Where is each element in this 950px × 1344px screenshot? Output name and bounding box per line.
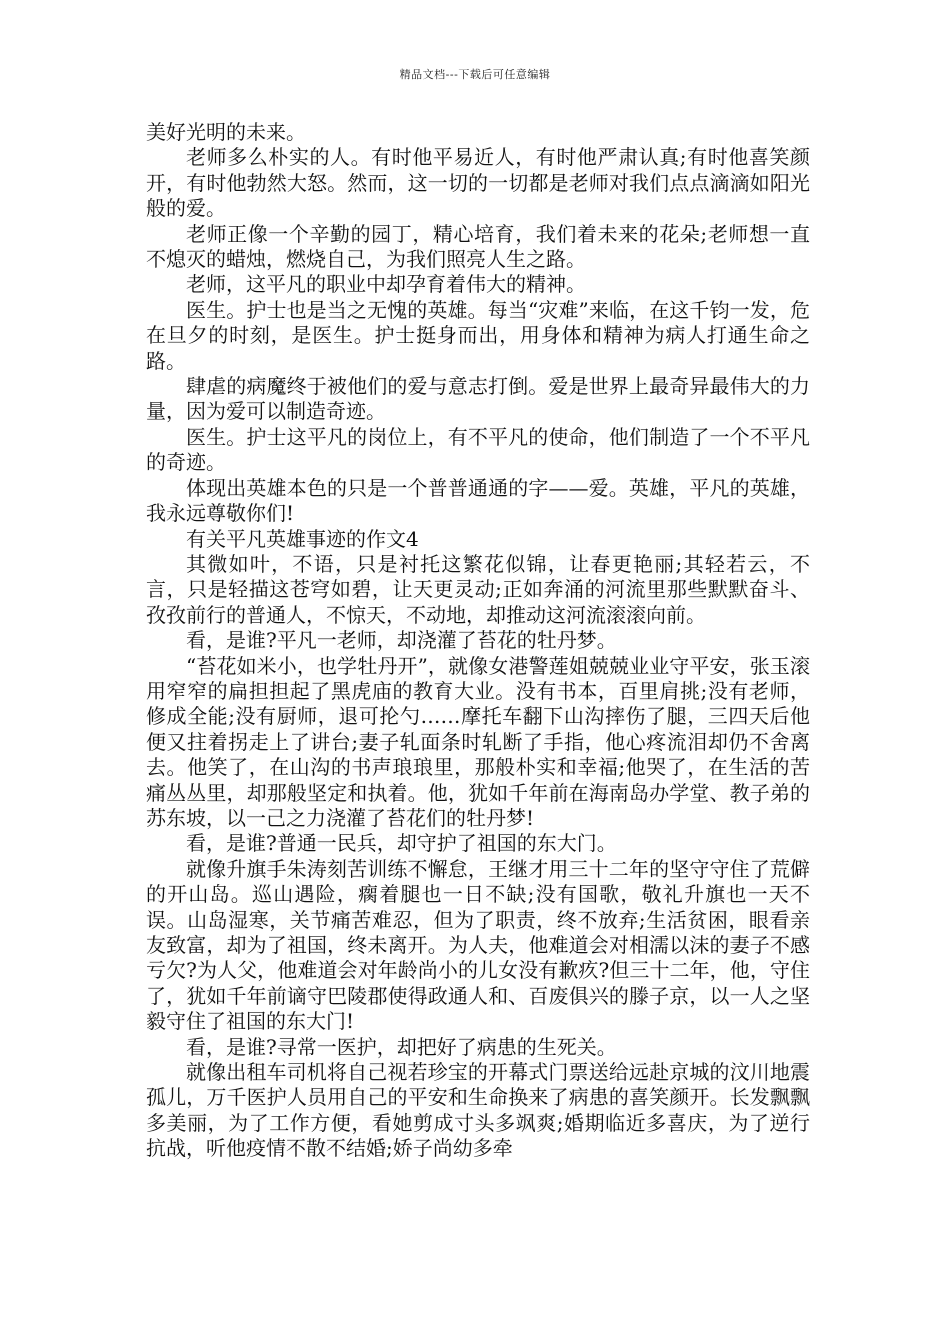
paragraph: 看，是谁?普通一民兵，却守护了祖国的东大门。 [186,831,617,856]
document-body [146,120,810,1162]
paragraph: 老师，这平凡的职业中却孕育着伟大的精神。 [186,272,586,297]
section-title: 有关平凡英雄事迹的作文4 [186,526,419,551]
paragraph: 就像出租车司机将自己视若珍宝的开幕式门票送给远赴京城的汶川地震孤儿，万千医护人员用自己的平安和生命换来了病患的喜笑颜开。长发飘飘多美丽，为了工作方便，看她剪成寸头多飒爽;婚期临近多喜庆，为了逆行抗战，听他疫情不散不结婚;娇子尚幼多牵 [146,1060,810,1161]
paragraph: 就像升旗手朱涛刻苦训练不懈怠，王继才用三十二年的坚守守住了荒僻的开山岛。巡山遇险，瘸着腿也一日不缺;没有国歌，敬礼升旗也一天不误。山岛湿寒，关节痛苦难忍，但为了职责，终不放弃;生活贫困，眼看亲友致富，却为了祖国，终未离开。为人夫，他难道会对相濡以沫的妻子不感亏欠?为人父，他难道会对年龄尚小的儿女没有歉疚?但三十二年，他，守住了，犹如千年前谪守巴陵郡使得政通人和、百废俱兴的滕子京，以一人之坚毅守住了祖国的东大门! [146,856,810,1034]
paragraph: “苔花如米小，也学牡丹开”，就像女港警莲姐兢兢业业守平安，张玉滚用窄窄的扁担担起了黑虎庙的教育大业。没有书本，百里肩挑;没有老师，修成全能;没有厨师，退可抡勺……摩托车翻下山沟摔伤了腿，三四天后他便又拄着拐走上了讲台;妻子轧面条时轧断了手指，他心疼流泪却仍不舍离去。他笑了，在山沟的书声琅琅里，那般朴实和幸福;他哭了，在生活的苦痛丛丛里，却那般坚定和执着。他，犹如千年前在海南岛办学堂、教子弟的苏东坡，以一己之力浇灌了苔花们的牡丹梦! [146,653,810,830]
paragraph: 看，是谁?寻常一医护，却把好了病患的生死关。 [186,1034,617,1059]
page-header: 精品文档---下载后可任意编辑 [399,68,551,81]
paragraph: 看，是谁?平凡一老师，却浇灌了苔花的牡丹梦。 [186,628,617,653]
paragraph: 医生。护士这平凡的岗位上，有不平凡的使命，他们制造了一个不平凡的奇迹。 [146,424,810,475]
paragraph: 老师正像一个辛勤的园丁，精心培育，我们着未来的花朵;老师想一直不熄灭的蜡烛，燃烧自己，为我们照亮人生之路。 [146,221,810,272]
paragraph: 肆虐的病魔终于被他们的爱与意志打倒。爱是世界上最奇异最伟大的力量，因为爱可以制造奇迹。 [146,374,810,424]
paragraph: 其微如叶，不语，只是衬托这繁花似锦，让春更艳丽;其轻若云，不言，只是轻描这苍穹如碧，让天更灵动;正如奔涌的河流里那些默默奋斗、孜孜前行的普通人，不惊天，不动地，却推动这河流滚滚向前。 [146,551,810,627]
paragraph: 老师多么朴实的人。有时他平易近人，有时他严肃认真;有时他喜笑颜开，有时他勃然大怒。然而，这一切的一切都是老师对我们点点滴滴如阳光般的爱。 [146,145,810,221]
paragraph: 美好光明的未来。 [146,120,306,144]
paragraph: 体现出英雄本色的只是一个普普通通的字——爱。英雄，平凡的英雄，我永远尊敬你们! [146,475,810,526]
paragraph: 医生。护士也是当之无愧的英雄。每当“灾难”来临，在这千钧一发，危在旦夕的时刻，是医生。护士挺身而出，用身体和精神为病人打通生命之路。 [146,297,810,373]
